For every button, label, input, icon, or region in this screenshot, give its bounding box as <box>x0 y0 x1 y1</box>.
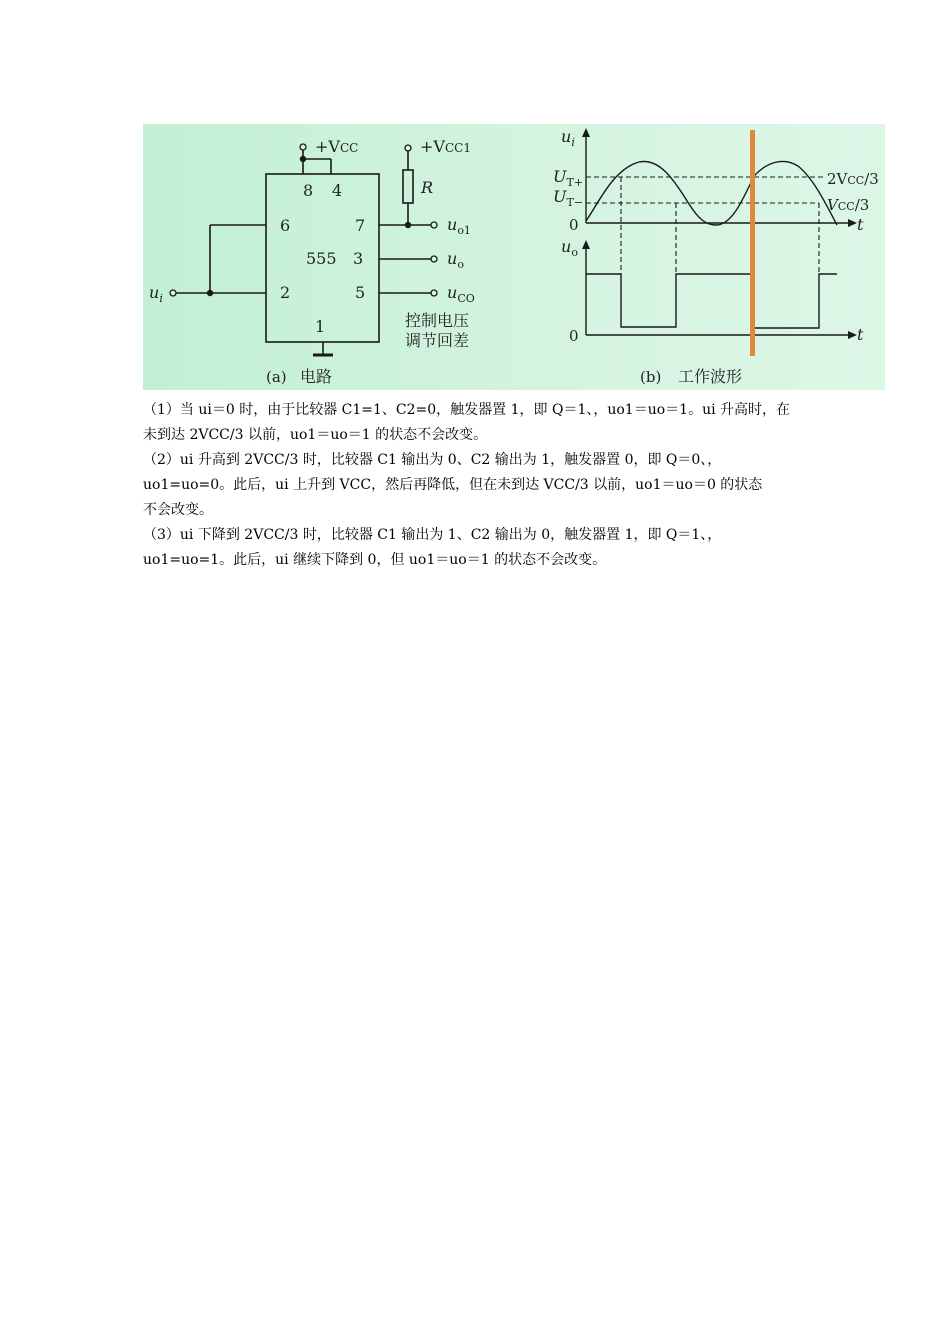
svg-text:+VCC1: +VCC1 <box>420 137 471 156</box>
uo-axis-label: $u_o$ <box>561 237 578 259</box>
paragraph-line: （3）ui 下降到 2VCC/3 时，比较器 C1 输出为 1、C2 输出为 0，触发器置 1，即 Q＝1、， <box>143 527 722 543</box>
terminal-uco <box>431 290 437 296</box>
terminal-uo <box>431 256 437 262</box>
input-label: $u_i$ <box>149 283 163 305</box>
junction-dot <box>300 156 306 162</box>
chip-label: 555 <box>306 249 337 268</box>
paragraph-line: uo1=uo=0。此后，ui 上升到 VCC，然后再降低，但在未到达 VCC/3 以前，uo1＝uo＝0 的状态 <box>143 477 763 493</box>
orange-marker-bar <box>750 130 755 356</box>
pin-4: 4 <box>332 181 343 200</box>
level-2vcc3: 2VCC/3 <box>827 170 879 188</box>
pin-1: 1 <box>315 317 326 336</box>
pin-2: 2 <box>280 283 291 302</box>
caption-a-text: 电路 <box>300 367 333 386</box>
uo-waveform <box>586 274 837 328</box>
control-voltage-label: 控制电压 <box>405 311 470 330</box>
pin-3: 3 <box>353 249 364 268</box>
terminal-uo1 <box>431 222 437 228</box>
ui-waveform <box>586 161 837 225</box>
output-uo-label: $u_o$ <box>447 249 464 271</box>
t-axis-bottom: t <box>857 325 864 344</box>
junction-dot <box>207 290 213 296</box>
pin-7: 7 <box>355 216 366 235</box>
body-text <box>143 398 823 573</box>
figure-555-schmitt <box>143 124 885 390</box>
ut-minus-label: $U_{T-}$ <box>553 187 584 209</box>
resistor-r <box>403 170 413 203</box>
circuit-and-waveform-diagram <box>143 124 885 390</box>
paragraph-line: 不会改变。 <box>143 502 213 518</box>
waveform-diagram <box>582 128 857 339</box>
zero-top: 0 <box>569 216 579 234</box>
pin-5: 5 <box>355 283 366 302</box>
svg-text:+VCC: +VCC <box>315 137 359 156</box>
zero-bottom: 0 <box>569 327 579 345</box>
caption-b-text: 工作波形 <box>678 367 743 386</box>
pin-8: 8 <box>303 181 314 200</box>
junction-dot <box>405 222 411 228</box>
hysteresis-label: 调节回差 <box>405 331 470 350</box>
terminal-vcc1 <box>405 145 411 151</box>
paragraph-line: （2）ui 升高到 2VCC/3 时，比较器 C1 输出为 0、C2 输出为 1，触发器置 0，即 Q＝0、， <box>143 452 722 468</box>
output-uco-label: $u_{CO}$ <box>447 283 475 305</box>
terminal-ui <box>170 290 176 296</box>
paragraph-line: uo1=uo=1。此后，ui 继续下降到 0，但 uo1＝uo＝1 的状态不会改变。 <box>143 552 607 568</box>
caption-a-letter: (a) <box>266 368 287 386</box>
level-vcc3: VCC/3 <box>827 196 870 214</box>
ui-axis-label: $u_i$ <box>561 127 575 149</box>
paragraph-line: （1）当 ui＝0 时，由于比较器 C1=1、C2=0，触发器置 1，即 Q＝1、，uo1＝uo＝1。ui 升高时，在 <box>143 402 791 418</box>
caption-b-letter: (b) <box>640 368 662 386</box>
t-axis-top: t <box>857 215 864 234</box>
output-uo1-label: $u_{o1}$ <box>447 215 471 237</box>
ut-plus-label: $U_{T+}$ <box>553 167 584 189</box>
paragraph-line: 未到达 2VCC/3 以前，uo1＝uo＝1 的状态不会改变。 <box>143 427 488 443</box>
terminal-vcc <box>300 144 306 150</box>
resistor-label: R <box>421 178 434 197</box>
pin-6: 6 <box>280 216 291 235</box>
